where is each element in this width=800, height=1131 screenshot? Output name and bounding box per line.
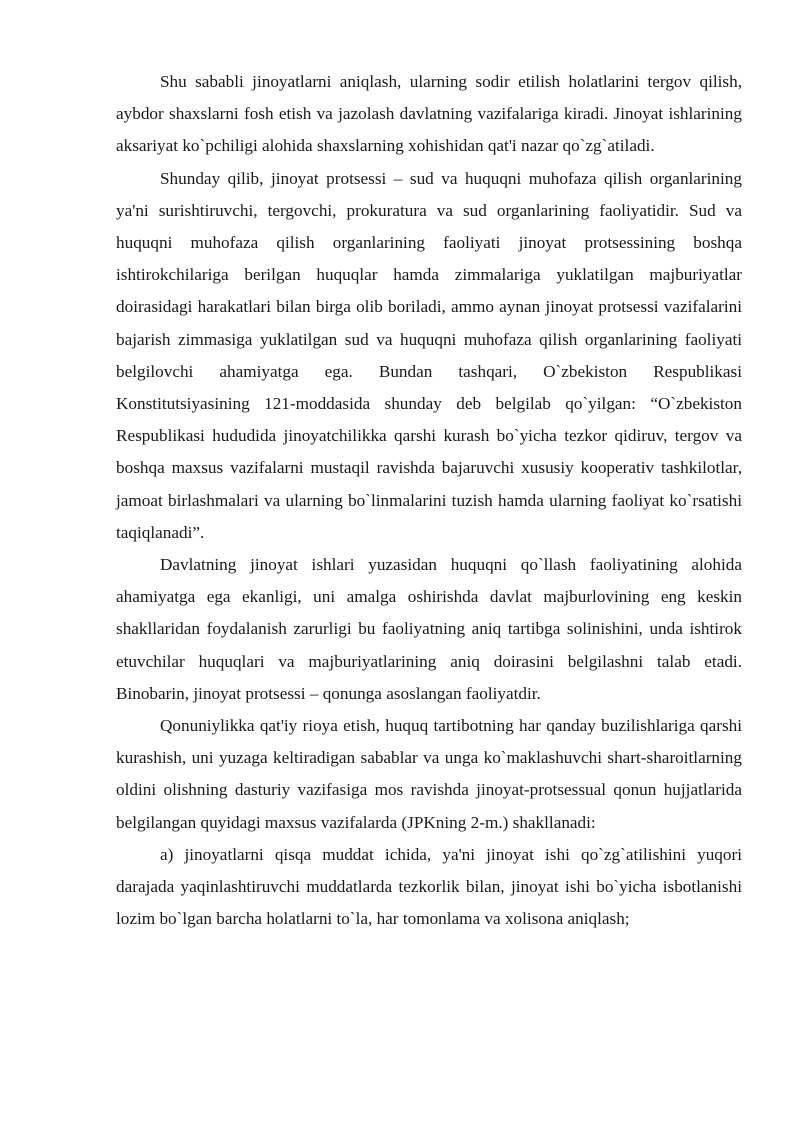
paragraph-5: a) jinoyatlarni qisqa muddat ichida, ya'ni jinoyat ishi qo`zg`atilishini yuqori darajada yaqinlashtiruvchi muddatlarda tezkorlik bilan, jinoyat ishi bo`yicha isbotlanishi lozim bo`lgan barcha holatlarni to`la, har tomonlama va xolisona aniqlash; xyxy=(116,844,742,929)
paragraph-3: Davlatning jinoyat ishlari yuzasidan huquqni qo`llash faoliyatining alohida ahamiyatga ega ekanligi, uni amalga oshirishda davlat majburlovining eng keskin shakllaridan foydalanish zarurligi bu faoliyatning aniq tartibga solinishini, unda ishtirok etuvchilar huquqlari va majburiyatlarining aniq doirasini belgilashni talab etadi. Binobarin, jinoyat protsessi – qonunga asoslangan faoliyatdir. xyxy=(116,555,742,703)
paragraph-2: Shunday qilib, jinoyat protsessi – sud va huquqni muhofaza qilish organlarining ya'ni surishtiruvchi, tergovchi, prokuratura va sud organlarining faoliyatidir. Sud va huquqni muhofaza qilish organlarining faoliyati jinoyat protsessining boshqa ishtirokchilariga berilgan huquqlar hamda zimmalariga yuklatilgan majburiyatlar doirasidagi harakatlari bilan birga olib boriladi, ammo aynan jinoyat protsessi vazifalarini bajarish zimmasiga yuklatilgan sud va huquqni muhofaza qilish organlarining faoliyati belgilovchi ahamiyatga ega. Bundan tashqari, O`zbekiston Respublikasi Konstitutsiyasining 121-moddasida shunday deb belgilab qo`yilgan: “O`zbekiston Respublikasi hududida jinoyatchilikka qarshi kurash bo`yicha tezkor qidiruv, tergov va boshqa maxsus vazifalarni mustaqil ravishda bajaruvchi xususiy kooperativ tashkilotlar, jamoat birlashmalari va ularning bo`linmalarini tuzish hamda ularning faoliyat ko`rsatishi taqiqlanadi”. xyxy=(116,168,742,542)
paragraph-1: Shu sababli jinoyatlarni aniqlash, ularning sodir etilish holatlarini tergov qilish, aybdor shaxslarni fosh etish va jazolash davlatning vazifalariga kiradi. Jinoyat ishlarining aksariyat ko`pchiligi alohida shaxslarning xohishidan qat'i nazar qo`zg`atiladi. xyxy=(116,72,742,156)
document-page xyxy=(116,66,742,935)
paragraph-4: Qonuniylikka qat'iy rioya etish, huquq tartibotning har qanday buzilishlariga qarshi kurashish, uni yuzaga keltiradigan sabablar va unga ko`maklashuvchi shart-sharoitlarning oldini olishning dasturiy vazifasiga mos ravishda jinoyat-protsessual qonun hujjatlarida belgilangan quyidagi maxsus vazifalarda (JPKning 2-m.) shakllanadi: xyxy=(116,716,742,832)
